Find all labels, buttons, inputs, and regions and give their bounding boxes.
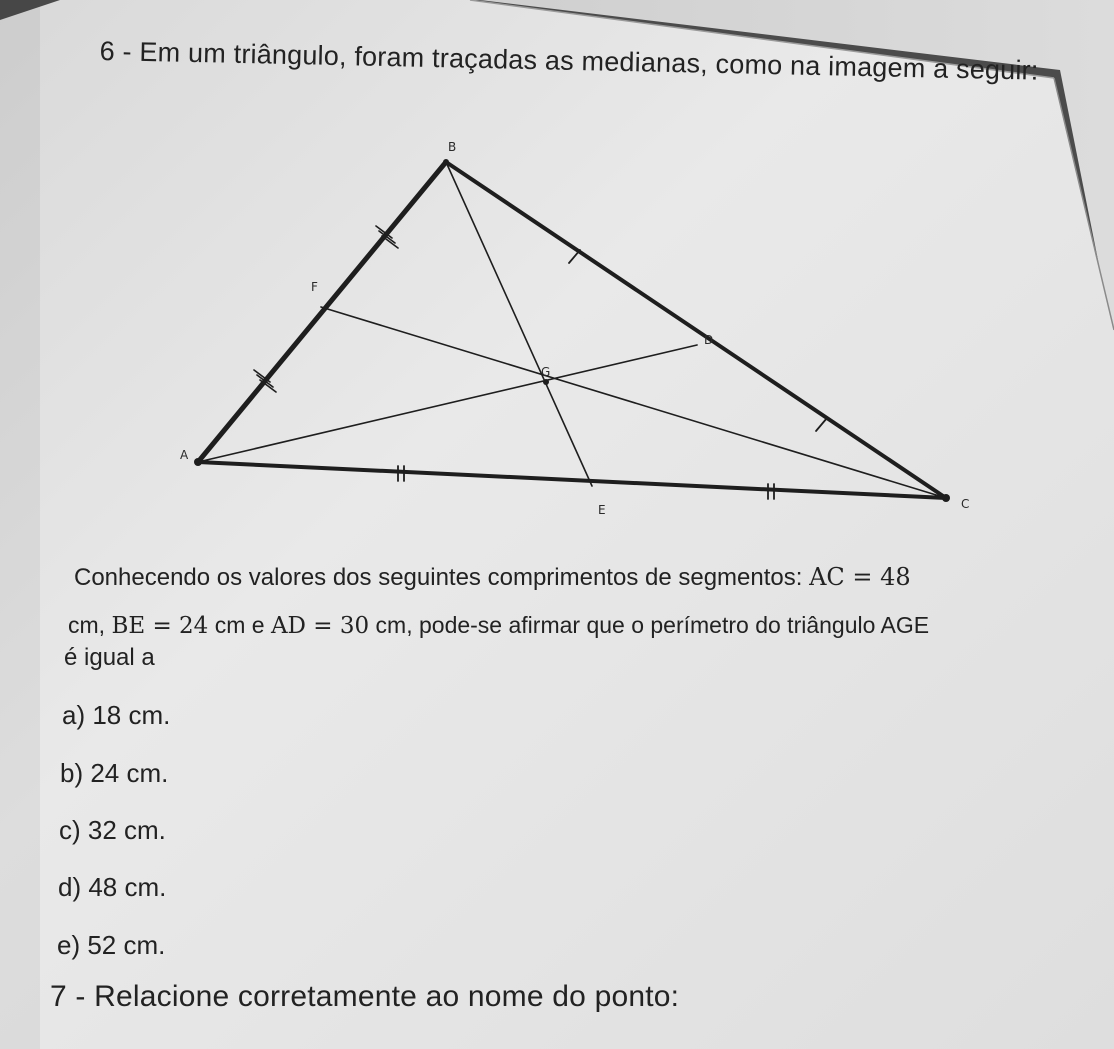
option-c[interactable]: c) 32 cm. <box>59 815 166 845</box>
option-b[interactable]: b) 24 cm. <box>60 758 169 788</box>
point-G-dot <box>543 379 549 385</box>
unit-cm-1: cm, <box>68 612 112 638</box>
label-D: D <box>704 333 714 347</box>
statement-text-2: cm, pode-se afirmar que o perímetro do triângulo AGE <box>369 612 930 638</box>
statement-line-3: é igual a <box>64 644 155 671</box>
point-C-dot <box>942 494 950 502</box>
label-F: F <box>311 280 318 294</box>
side-AC <box>198 462 946 498</box>
point-A-dot <box>194 458 202 466</box>
label-A: A <box>180 448 189 462</box>
question-6-title: 6 - Em um triângulo, foram traçadas as medianas, como na imagem a seguir: <box>99 36 1039 86</box>
option-a[interactable]: a) 18 cm. <box>62 700 171 730</box>
point-B-dot <box>443 159 449 165</box>
question-7-title: 7 - Relacione corretamente ao nome do ponto: <box>50 980 680 1013</box>
median-AD <box>198 345 697 462</box>
statement-line-1 <box>74 563 911 592</box>
label-B: B <box>448 140 457 154</box>
statement-line-2 <box>68 612 929 639</box>
math-AC: AC = 48 <box>809 563 911 591</box>
math-BE: BE = 24 <box>111 613 209 639</box>
side-AB <box>198 162 446 462</box>
math-AD: AD = 30 <box>270 613 370 639</box>
unit-cm-2: cm e <box>208 612 271 638</box>
label-G: G <box>541 365 551 379</box>
option-d[interactable]: d) 48 cm. <box>58 872 167 902</box>
statement-text-1: Conhecendo os valores dos seguintes comprimentos de segmentos: <box>74 564 810 591</box>
tick-marks-BD-DC <box>569 250 827 431</box>
median-CF <box>321 307 946 498</box>
option-e[interactable]: e) 52 cm. <box>57 930 166 960</box>
label-C: C <box>961 497 970 511</box>
label-E: E <box>598 503 606 517</box>
